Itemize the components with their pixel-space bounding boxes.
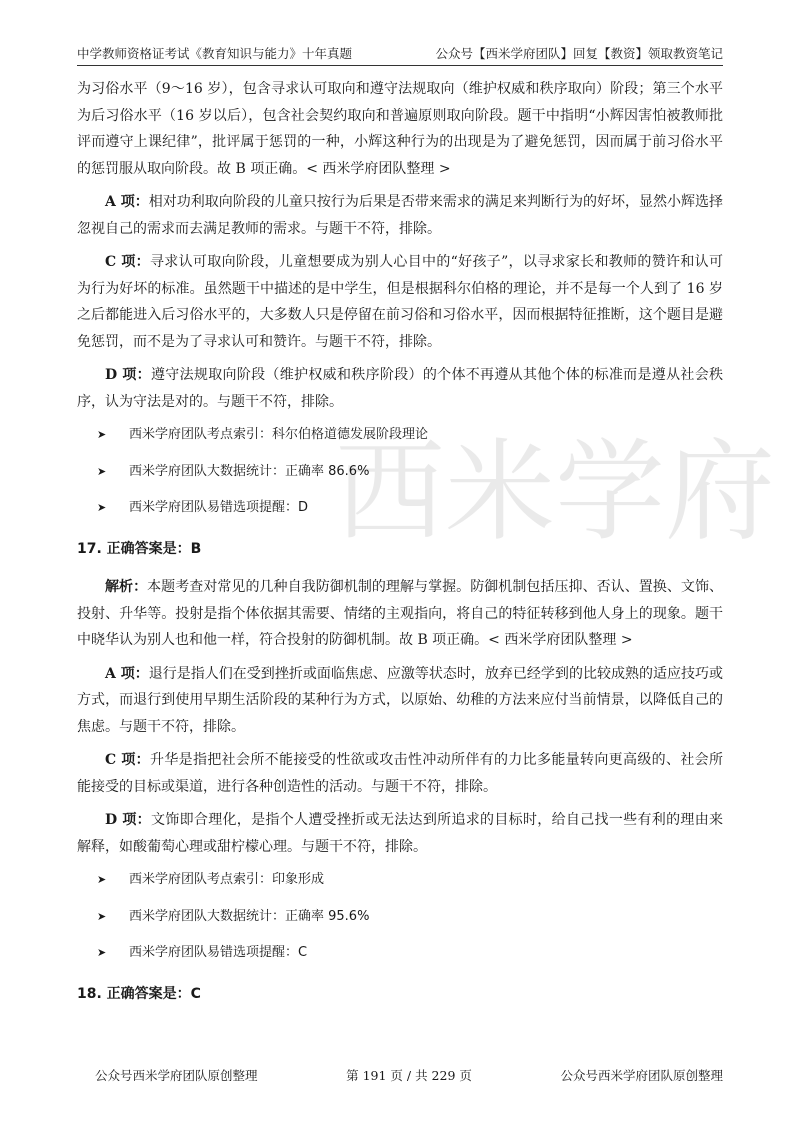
q16-bullet-stats: ➤ 西米学府团队大数据统计：正确率 86.6% <box>97 459 723 486</box>
footer-left: 公众号西米学府团队原创整理 <box>95 1068 258 1083</box>
header-right: 公众号【西米学府团队】回复【教资】领取教资笔记 <box>435 46 723 61</box>
q17-analysis: 解析：本题考查对常见的几种自我防御机制的理解与掌握。防御机制包括压抑、否认、置换、文饰、投射、升华等。投射是指个体依据其需要、情绪的主观指向，将自己的特征转移到他人身上的现象。题干中晓华认为别人也和他一样，符合投射的防御机制。故 B 项正确。< 西米学府团队整理 > <box>77 579 723 648</box>
watermark-text: 西米学府 <box>335 428 775 556</box>
header-left: 中学教师资格证考试《教育知识与能力》十年真题 <box>77 46 353 61</box>
arrow-bullet-icon: ➤ <box>97 428 107 441</box>
q16-bullet-reminder: ➤ 西米学府团队易错选项提醒：D <box>97 495 723 522</box>
q17-answer: 17. 正确答案是：B <box>77 540 202 557</box>
footer-right: 公众号西米学府团队原创整理 <box>560 1068 723 1083</box>
arrow-bullet-icon: ➤ <box>97 464 107 478</box>
page-footer <box>95 1066 723 1084</box>
arrow-bullet-icon: ➤ <box>97 873 107 886</box>
q16-bullet-index: ➤ 西米学府团队考点索引：科尔伯格道德发展阶段理论 <box>97 422 723 449</box>
page-header <box>77 40 723 66</box>
q16-option-c: C 项：寻求认可取向阶段，儿童想要成为别人心目中的“好孩子”，以寻求家长和教师的赞许和认可为行为好坏的标准。虽然题干中描述的是中学生，但是根据科尔伯格的理论，并不是每一个人到了 16 岁之后都能进入后习俗水平的，大多数人只是停留在前习俗和习俗水平，因而根据特征推断，这个题目是避免惩罚，而不是为了寻求认可和赞许。与题干不符，排除。 <box>77 254 723 350</box>
q17-bullet-index: ➤ 西米学府团队考点索引：印象形成 <box>97 867 723 894</box>
q17-option-c: C 项：升华是指把社会所不能接受的性欲或攻击性冲动所伴有的力比多能量转向更高级的、社会所能接受的目标或渠道，进行各种创造性的活动。与题干不符，排除。 <box>77 752 723 795</box>
q16-option-d: D 项：遵守法规取向阶段（维护权威和秩序阶段）的个体不再遵从其他个体的标准而是遵从社会秩序，认为守法是对的。与题干不符，排除。 <box>77 367 724 410</box>
arrow-bullet-icon: ➤ <box>97 946 107 959</box>
page-content <box>77 76 723 1019</box>
page-number: 第 191 页 / 共 229 页 <box>346 1068 472 1083</box>
arrow-bullet-icon: ➤ <box>97 909 107 923</box>
q16-intro: 为习俗水平（9～16 岁），包含寻求认可取向和遵守法规取向（维护权威和秩序取向）阶段；第三个水平为后习俗水平（16 岁以后），包含社会契约取向和普遍原则取向阶段。题干中指明“小辉因害怕被教师批评而遵守上课纪律”，批评属于惩罚的一种，小辉这种行为的出现是为了避免惩罚，因而属于前习俗水平的惩罚服从取向阶段。故 B 项正确。< 西米学府团队整理 > <box>77 81 723 177</box>
arrow-bullet-icon: ➤ <box>97 501 107 514</box>
q17-bullet-stats: ➤ 西米学府团队大数据统计：正确率 95.6% <box>97 904 723 931</box>
q16-option-a: A 项：相对功利取向阶段的儿童只按行为后果是否带来需求的满足来判断行为的好坏，显然小辉选择忽视自己的需求而去满足教师的需求。与题干不符，排除。 <box>77 194 723 237</box>
q18-answer: 18. 正确答案是：C <box>77 985 201 1002</box>
q17-bullet-reminder: ➤ 西米学府团队易错选项提醒：C <box>97 940 723 967</box>
q17-option-d: D 项：文饰即合理化，是指个人遭受挫折或无法达到所追求的目标时，给自己找一些有利的理由来解释，如酸葡萄心理或甜柠檬心理。与题干不符，排除。 <box>77 812 724 855</box>
q17-option-a: A 项：退行是指人们在受到挫折或面临焦虑、应激等状态时，放弃已经学到的比较成熟的适应技巧或方式，而退行到使用早期生活阶段的某种行为方式，以原始、幼稚的方法来应付当前情景，以降低自己的焦虑。与题干不符，排除。 <box>77 665 723 735</box>
